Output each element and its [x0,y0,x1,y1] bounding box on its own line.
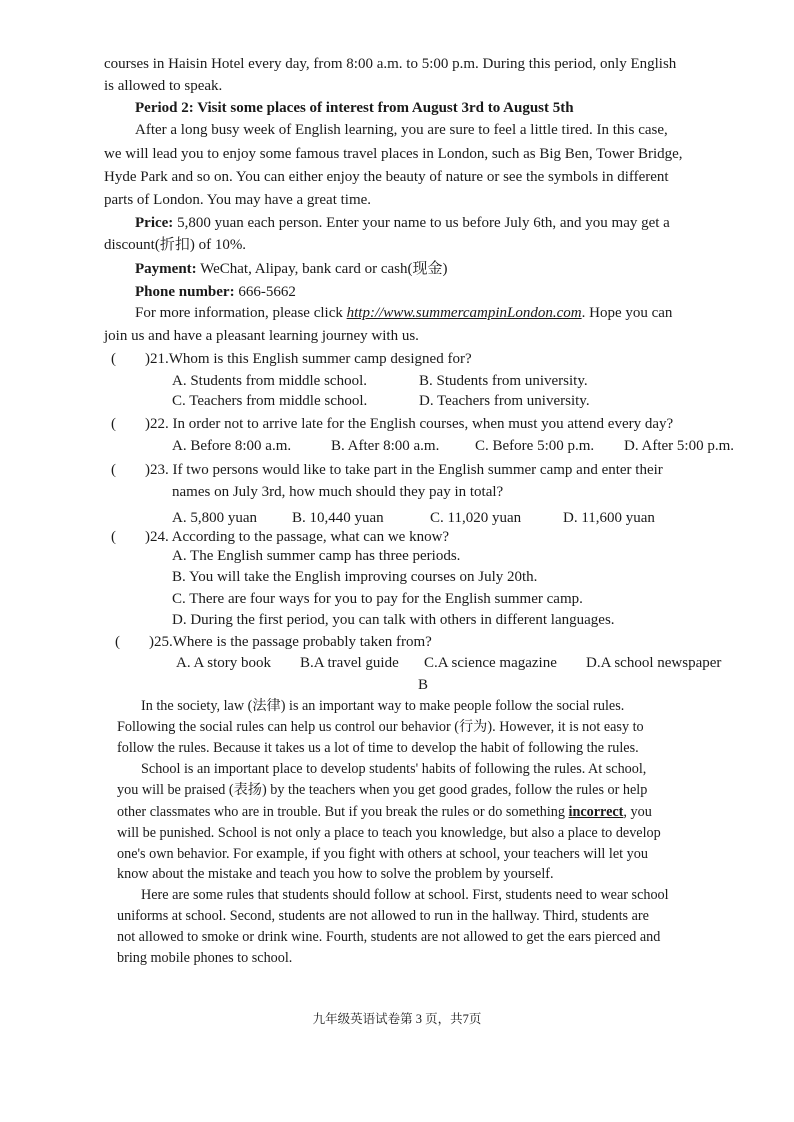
phone-line [135,282,296,302]
option[interactable]: D. During the first period, you can talk with others in different languages. [172,612,615,628]
option[interactable]: D. After 5:00 p.m. [624,438,734,454]
question-stem: )25.Where is the passage probably taken from? [149,634,432,650]
question-stem: )21.Whom is this English summer camp designed for? [145,351,472,367]
option[interactable]: B. Students from university. [419,373,588,389]
option[interactable]: C. 11,020 yuan [430,510,522,526]
passage-line: School is an important place to develop students' habits of following the rules. At school, [141,761,647,777]
option[interactable]: B. You will take the English improving courses on July 20th. [172,569,538,585]
option[interactable]: C. There are four ways for you to pay for the English summer camp. [172,591,583,607]
price-label: Price: [135,215,174,231]
question-stem: )24. According to the passage, what can we know? [145,529,450,545]
passage-line: is allowed to speak. [104,78,223,94]
info-line-2: join us and have a pleasant learning journey with us. [104,328,419,344]
answer-bracket[interactable]: ( [111,529,116,545]
answer-bracket[interactable]: ( [111,462,116,478]
passage-line: one's own behavior. For example, if you fight with others at school, your teachers will let you [117,846,648,862]
passage-line: not allowed to smoke or drink wine. Fourth, students are not allowed to get the ears pierced and [117,929,661,945]
page-footer: 九年级英语试卷第 3 页，共7页 [312,1012,482,1026]
info-text-after: . Hope you can [581,305,673,321]
option[interactable]: D. Teachers from university. [419,393,590,409]
text-after: , you [623,804,652,820]
answer-bracket[interactable]: ( [111,416,116,432]
passage-line: Hyde Park and so on. You can either enjoy the beauty of nature or see the symbols in different [104,169,669,185]
section-heading: B [418,677,429,693]
option[interactable]: B. 10,440 yuan [292,510,384,526]
question-stem-line-2: names on July 3rd, how much should they pay in total? [172,484,504,500]
option[interactable]: D.A school newspaper [586,655,722,671]
passage-line [117,802,652,822]
option[interactable]: A. 5,800 yuan [172,510,257,526]
payment-line [135,259,447,279]
passage-line: will be punished. School is not only a place to teach you knowledge, but also a place to develop [117,825,661,841]
answer-bracket[interactable]: ( [111,351,116,367]
text-before: other classmates who are in trouble. But if you break the rules or do something [117,804,569,820]
option[interactable]: A. The English summer camp has three periods. [172,548,461,564]
option[interactable]: A. Students from middle school. [172,373,367,389]
payment-label: Payment: [135,261,197,277]
option[interactable]: A. A story book [176,655,272,671]
option[interactable]: A. Before 8:00 a.m. [172,438,292,454]
underlined-word: incorrect [568,804,624,820]
passage-line: courses in Haisin Hotel every day, from 8:00 a.m. to 5:00 p.m. During this period, only English [104,56,677,72]
option[interactable]: C. Teachers from middle school. [172,393,368,409]
website-link[interactable]: http://www.summercampinLondon.com [346,305,582,321]
passage-line: know about the mistake and teach you how to solve the problem by yourself. [117,866,554,882]
passage-line: parts of London. You may have a great time. [104,192,372,208]
passage-line: uniforms at school. Second, students are not allowed to run in the hallway. Third, students are [117,908,649,924]
passage-line: we will lead you to enjoy some famous travel places in London, such as Big Ben, Tower Bridge, [104,146,683,162]
passage-line: Following the social rules can help us control our behavior (行为). However, it is not easy to [117,719,644,735]
price-line [135,213,670,233]
info-line [135,303,672,323]
passage-line: bring mobile phones to school. [117,950,293,966]
info-text: For more information, please click [135,305,347,321]
passage-line: Here are some rules that students should follow at school. First, students need to wear school [141,887,669,903]
price-line-2: discount(折扣) of 10%. [104,237,247,253]
payment-text: WeChat, Alipay, bank card or cash(现金) [196,261,448,277]
passage-line: follow the rules. Because it takes us a lot of time to develop the habit of following the rules. [117,740,639,756]
option[interactable]: B.A travel guide [300,655,399,671]
period-2-heading: Period 2: Visit some places of interest from August 3rd to August 5th [135,100,574,116]
phone-label: Phone number: [135,284,235,300]
phone-text: 666-5662 [234,284,296,300]
option[interactable]: C. Before 5:00 p.m. [475,438,595,454]
option[interactable]: B. After 8:00 a.m. [331,438,440,454]
option[interactable]: D. 11,600 yuan [563,510,655,526]
answer-bracket[interactable]: ( [115,634,120,650]
price-text: 5,800 yuan each person. Enter your name to us before July 6th, and you may get a [173,215,670,231]
question-stem: )22. In order not to arrive late for the English courses, when must you attend every day? [145,416,674,432]
option[interactable]: C.A science magazine [424,655,557,671]
passage-line: After a long busy week of English learning, you are sure to feel a little tired. In this case, [135,122,668,138]
passage-line: In the society, law (法律) is an important way to make people follow the social rules. [141,698,625,714]
question-stem: )23. If two persons would like to take part in the English summer camp and enter their [145,462,663,478]
passage-line: you will be praised (表扬) by the teachers when you get good grades, follow the rules or help [117,782,648,798]
